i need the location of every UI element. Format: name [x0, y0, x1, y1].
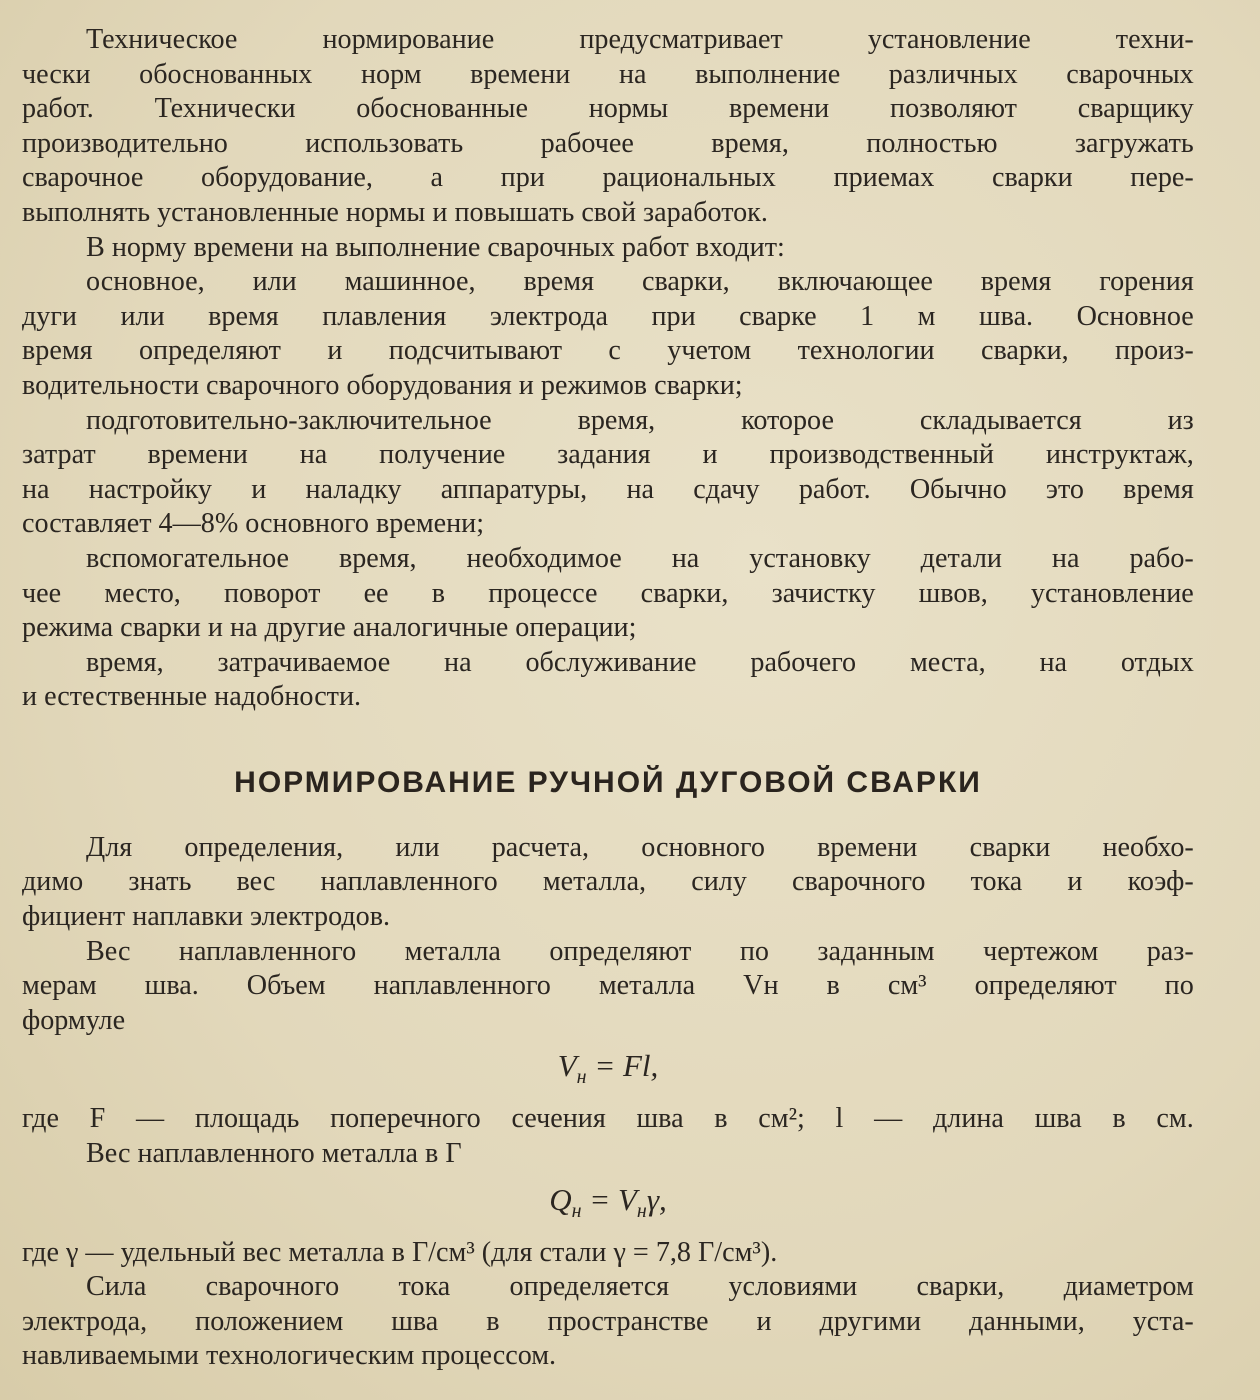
text-line: где γ — удельный вес металла в Г/см³ (для стали γ = 7,8 Г/см³). — [22, 1235, 778, 1268]
formula-weight — [22, 1175, 1194, 1225]
text-line: мерам шва. Объем наплавленного металла Vн в см³ определяют по — [22, 969, 1194, 1002]
text-line: затрат времени на получение задания и производственный инструктаж, — [22, 438, 1194, 471]
text-line: Вес наплавленного металла определяют по заданным чертежом раз- — [86, 934, 1194, 967]
section-heading: НОРМИРОВАНИЕ РУЧНОЙ ДУГОВОЙ СВАРКИ — [234, 765, 982, 799]
text-line: режима сварки и на другие аналогичные операции; — [22, 611, 637, 644]
text-line: выполнять установленные нормы и повышать свой заработок. — [22, 195, 768, 228]
text-line: время определяют и подсчитывают с учетом технологии сварки, произ- — [22, 334, 1194, 367]
text-line: дуги или время плавления электрода при сварке 1 м шва. Основное — [22, 299, 1194, 332]
text-line: Сила сварочного тока определяется условиями сварки, диаметром — [86, 1270, 1194, 1303]
text-line: чески обоснованных норм времени на выполнение различных сварочных — [22, 57, 1194, 90]
text-line: В норму времени на выполнение сварочных работ входит: — [86, 230, 785, 263]
text-line: на настройку и наладку аппаратуры, на сдачу работ. Обычно это время — [22, 472, 1194, 505]
text-line: навливаемыми технологическим процессом. — [22, 1339, 557, 1372]
formula-symbol: V — [557, 1048, 577, 1084]
text-line: водительности сварочного оборудования и режимов сварки; — [22, 368, 743, 401]
formula-symbol: Q — [549, 1181, 572, 1217]
welding-norm-section — [22, 830, 1194, 1373]
formula-subscript: н — [636, 1199, 647, 1222]
formula-mid: = V — [581, 1181, 637, 1217]
text-line: чее место, поворот ее в процессе сварки, зачистку швов, установление — [22, 576, 1194, 609]
book-page — [22, 22, 1194, 1373]
text-line: где F — площадь поперечного сечения шва в см²; l — длина шва в см. — [22, 1102, 1194, 1135]
text-line: Техническое нормирование предусматривает установление техни- — [86, 23, 1194, 55]
text-line: производительно использовать рабочее время, полностью загружать — [22, 126, 1194, 159]
formula-subscript: н — [576, 1066, 587, 1089]
formula-volume — [22, 1041, 1194, 1091]
text-line: электрода, положением шва в пространстве и другими данными, уста- — [22, 1304, 1194, 1337]
formula-rhs: = Fl, — [586, 1048, 659, 1084]
text-line: формуле — [22, 1003, 126, 1036]
intro-section — [22, 22, 1194, 714]
formula-subscript: н — [571, 1199, 582, 1222]
text-line: Для определения, или расчета, основного времени сварки необхо- — [86, 830, 1194, 863]
text-line: вспомогательное время, необходимое на установку детали на рабо- — [86, 541, 1194, 574]
text-line: работ. Технически обоснованные нормы времени позволяют сварщику — [22, 92, 1194, 125]
text-line: основное, или машинное, время сварки, включающее время горения — [86, 265, 1194, 298]
text-line: составляет 4—8% основного времени; — [22, 507, 485, 540]
text-line: время, затрачиваемое на обслуживание рабочего места, на отдых — [86, 645, 1194, 678]
formula-rhs: γ, — [646, 1181, 667, 1217]
text-line: подготовительно-заключительное время, которое складывается из — [86, 403, 1194, 436]
text-line: фициент наплавки электродов. — [22, 900, 391, 933]
text-line: и естественные надобности. — [22, 680, 362, 713]
text-line: сварочное оборудование, а при рациональных приемах сварки пере- — [22, 161, 1194, 194]
text-line: димо знать вес наплавленного металла, силу сварочного тока и коэф- — [22, 865, 1194, 898]
text-line: Вес наплавленного металла в Г — [86, 1137, 462, 1170]
